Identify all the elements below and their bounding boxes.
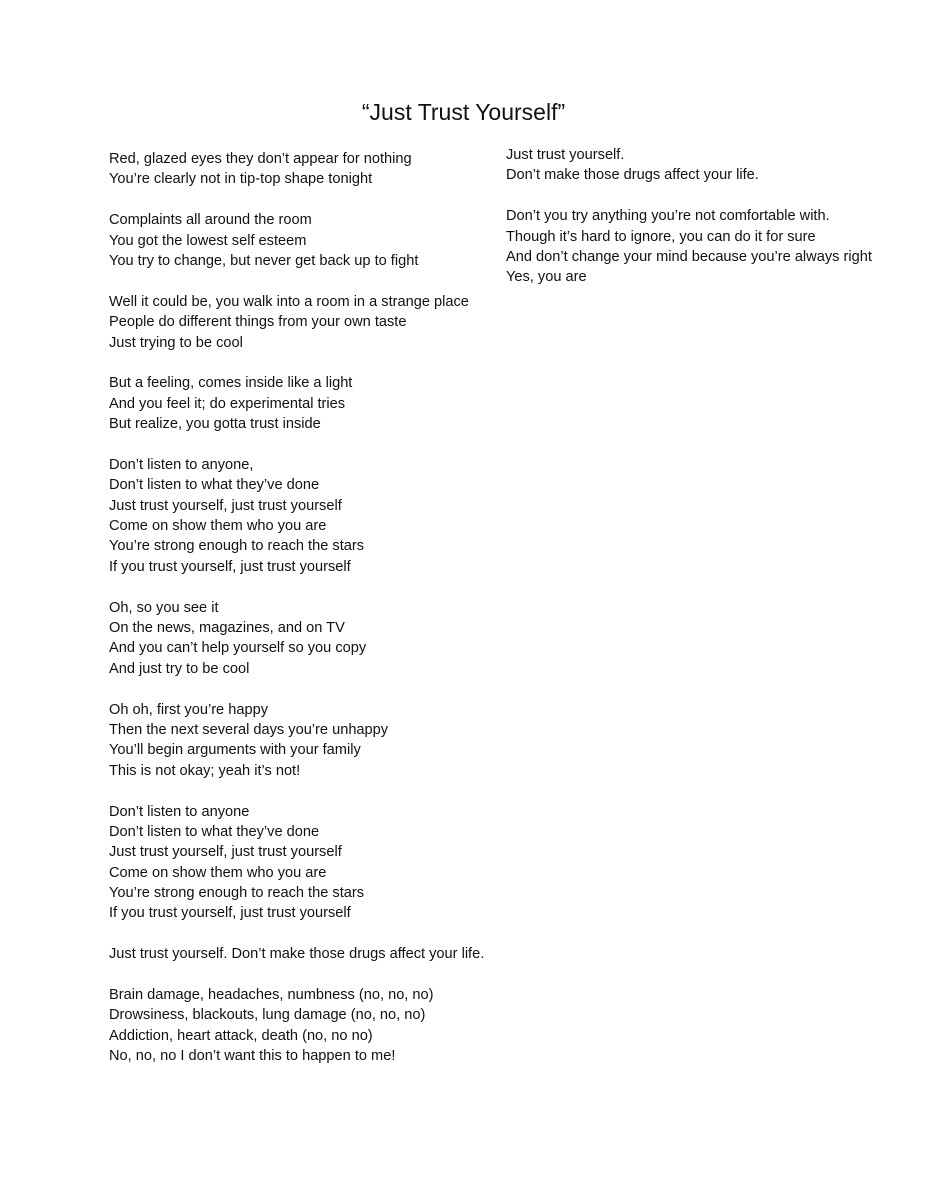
lyric-line: Just trust yourself, just trust yourself xyxy=(109,497,342,514)
lyric-line: And you can’t help yourself so you copy xyxy=(109,640,367,657)
lyric-line: Just trust yourself. Don’t make those drugs affect your life. xyxy=(109,946,485,963)
lyric-line: But realize, you gotta trust inside xyxy=(109,416,321,433)
lyric-line: Then the next several days you’re unhappy xyxy=(109,721,389,738)
lyric-line: Red, glazed eyes they don’t appear for nothing xyxy=(109,151,412,167)
lyric-line: This is not okay; yeah it’s not! xyxy=(109,762,301,779)
stanza xyxy=(109,700,509,782)
lyric-line: You got the lowest self esteem xyxy=(109,232,307,249)
lyric-line: Come on show them who you are xyxy=(109,518,327,535)
lyric-line: Oh oh, first you’re happy xyxy=(109,701,268,718)
lyric-line: Addiction, heart attack, death (no, no no) xyxy=(109,1027,373,1044)
lyrics-left-column xyxy=(109,149,509,1087)
lyric-line: No, no, no I don’t want this to happen to me! xyxy=(109,1048,396,1065)
lyric-line: If you trust yourself, just trust yourself xyxy=(109,905,351,922)
lyric-line: Just trust yourself. xyxy=(506,147,625,163)
stanza xyxy=(109,210,509,271)
lyric-line: Just trust yourself, just trust yourself xyxy=(109,844,342,861)
lyric-line: Just trying to be cool xyxy=(109,334,243,351)
lyrics-right-column xyxy=(506,145,916,308)
lyric-line: Though it’s hard to ignore, you can do it for sure xyxy=(506,228,816,245)
lyric-line: You try to change, but never get back up to fight xyxy=(109,252,419,269)
stanza xyxy=(109,944,509,964)
song-title: “Just Trust Yourself” xyxy=(361,99,566,125)
lyric-line: On the news, magazines, and on TV xyxy=(109,619,345,636)
lyric-line: Don’t you try anything you’re not comfortable with. xyxy=(506,208,830,225)
lyric-line: Brain damage, headaches, numbness (no, no, no) xyxy=(109,987,434,1004)
lyric-line: Oh, so you see it xyxy=(109,599,219,616)
stanza xyxy=(109,985,509,1067)
lyric-line: Don’t listen to anyone xyxy=(109,803,250,820)
lyric-line: Complaints all around the room xyxy=(109,212,312,229)
lyric-line: Well it could be, you walk into a room in a strange place xyxy=(109,293,469,310)
stanza xyxy=(109,455,509,577)
stanza xyxy=(109,149,509,190)
lyric-line: Don’t listen to what they’ve done xyxy=(109,823,320,840)
lyric-line: And don’t change your mind because you’re always right xyxy=(506,248,872,265)
lyric-line: People do different things from your own taste xyxy=(109,314,407,331)
lyric-line: You’re strong enough to reach the stars xyxy=(109,538,365,555)
lyric-line: You’re clearly not in tip-top shape tonight xyxy=(109,171,373,188)
lyric-line: If you trust yourself, just trust yourself xyxy=(109,558,351,575)
lyric-line: Yes, you are xyxy=(506,269,587,286)
lyric-line: Don’t listen to what they’ve done xyxy=(109,477,320,494)
stanza xyxy=(109,802,509,924)
lyric-line: Drowsiness, blackouts, lung damage (no, no, no) xyxy=(109,1007,426,1024)
lyric-line: And you feel it; do experimental tries xyxy=(109,395,346,412)
lyric-line: You’ll begin arguments with your family xyxy=(109,742,361,759)
lyric-line: But a feeling, comes inside like a light xyxy=(109,375,353,392)
stanza xyxy=(109,292,509,353)
stanza xyxy=(506,206,916,288)
stanza xyxy=(109,598,509,680)
stanza xyxy=(109,373,509,434)
lyric-line: Don’t make those drugs affect your life. xyxy=(506,167,759,184)
lyric-line: You’re strong enough to reach the stars xyxy=(109,885,365,902)
stanza xyxy=(506,145,916,186)
lyric-line: And just try to be cool xyxy=(109,660,250,677)
lyric-line: Come on show them who you are xyxy=(109,864,327,881)
lyric-line: Don’t listen to anyone, xyxy=(109,456,254,473)
